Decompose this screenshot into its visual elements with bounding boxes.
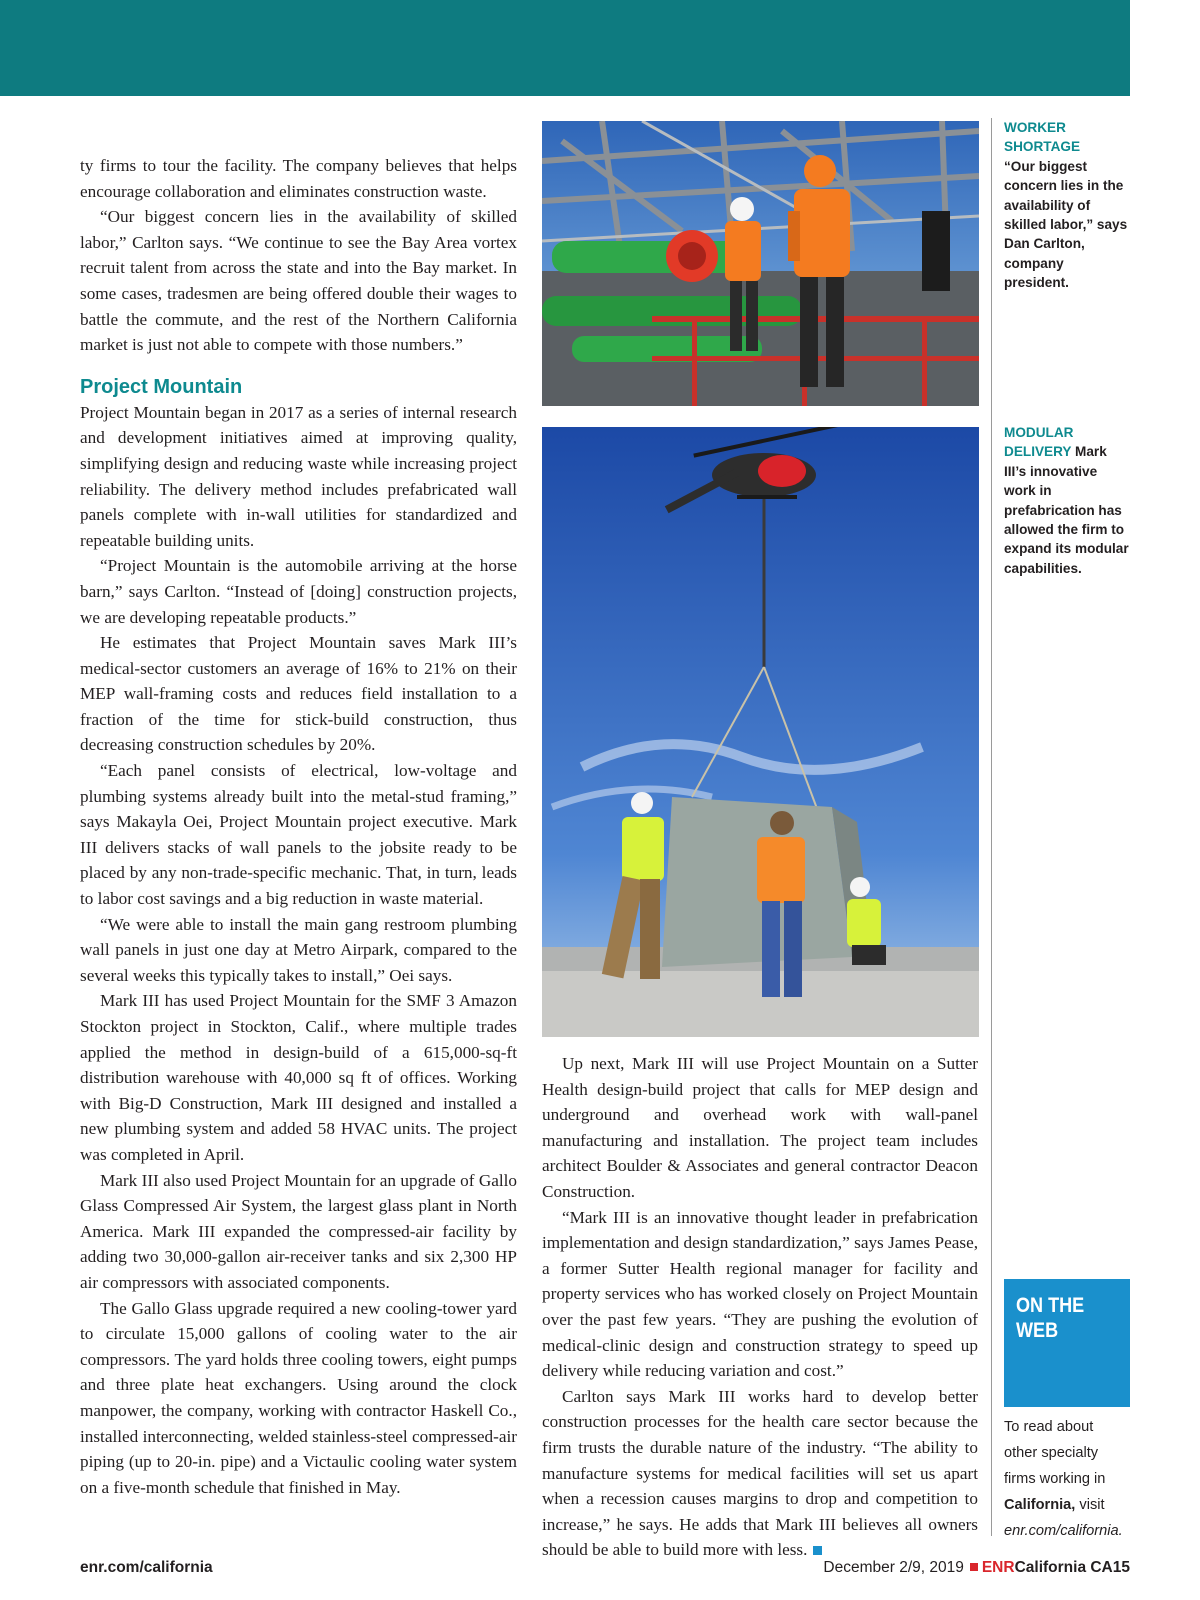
paragraph-text: Carlton says Mark III works hard to develop better construction processes for the health care sector because the firm trusts the durable nature of the industry. “The ability to manufacture systems for medical facilities will set us apart when a recession causes margins to drop and competition to increase,” he says. He adds that Mark III believes all owners should be able to build more with less.: [542, 1386, 978, 1560]
photo-workers-piping: [542, 121, 979, 406]
caption-label: WORKER SHORTAGE: [1004, 120, 1081, 155]
header-bar: [0, 0, 1130, 96]
otw-link[interactable]: enr.com/california.: [1004, 1523, 1123, 1539]
photo-helicopter-lift-image: [542, 427, 979, 1037]
paragraph: He estimates that Project Mountain saves Mark III’s medical-sector customers an average of 16% to 21% on their MEP wall-framing costs and reduces field installation to a fraction of the time for stick-build construction, thus decreasing construction schedules by 20%.: [80, 633, 517, 755]
footer-edition: California CA15: [1014, 1559, 1130, 1576]
photo-helicopter-lift: [542, 427, 979, 1037]
article-column-1: [80, 153, 517, 1500]
end-mark-icon: [813, 1546, 822, 1555]
photo-caption-2: [1004, 423, 1130, 578]
footer-enr: ENR: [981, 1559, 1015, 1576]
on-the-web-box: [1004, 1279, 1130, 1407]
paragraph: ty firms to tour the facility. The company believes that helps encourage collaboration and eliminates construction waste.: [80, 156, 517, 201]
caption-text: Mark III’s innovative work in prefabrication has allowed the firm to expand its modular capabilities.: [1004, 444, 1129, 576]
caption-text: “Our biggest concern lies in the availability of skilled labor,” says Dan Carlton, company president.: [1004, 158, 1128, 291]
paragraph: [542, 1384, 978, 1563]
red-square-icon: [970, 1563, 978, 1571]
paragraph: The Gallo Glass upgrade required a new cooling-tower yard to circulate 15,000 gallons of cooling water to the air compressors. The yard holds three cooling towers, eight pumps and three plate heat exchangers. Using around the clock manpower, the company, working with contractor Haskell Co., installed interconnecting, welded stainless-steel compressed-air piping (up to 20-in. pipe) and a Victaulic cooling water system on a five-month schedule that finished in May.: [80, 1298, 517, 1497]
paragraph: Mark III has used Project Mountain for the SMF 3 Amazon Stockton project in Stockton, Calif., where multiple trades applied the method in design-build of a 615,000-sq-ft distribution warehouse with 40,000 sq ft of offices. Working with Big-D Construction, Mark III designed and installed a new plumbing system and added 58 HVAC units. The project was completed in April.: [80, 991, 517, 1164]
article-column-2: [542, 1051, 978, 1563]
footer-date: December 2/9, 2019: [823, 1559, 964, 1576]
otw-text-pre: To read about other specialty firms working in: [1004, 1419, 1106, 1487]
photo-workers-piping-image: [542, 121, 979, 406]
paragraph: Project Mountain began in 2017 as a series of internal research and development initiatives aimed at improving quality, simplifying design and reducing waste while increasing project reliability. The delivery method includes prefabricated wall panels complete with in-wall utilities for standardized and repeatable building units.: [80, 402, 517, 550]
footer-url[interactable]: enr.com/california: [80, 1559, 213, 1576]
section-subhead: Project Mountain: [80, 375, 243, 398]
paragraph: “Project Mountain is the automobile arriving at the horse barn,” says Carlton. “Instead of [doing] construction projects, we are developing repeatable products.”: [80, 556, 517, 627]
on-the-web-text: [1004, 1414, 1130, 1544]
otw-text-bold: California,: [1004, 1497, 1076, 1513]
paragraph: “We were able to install the main gang restroom plumbing wall panels in just one day at Metro Airpark, compared to the several weeks this typically takes to install,” Oei says.: [80, 914, 517, 985]
paragraph: Up next, Mark III will use Project Mountain on a Sutter Health design-build project that calls for MEP design and underground and overhead work with wall-panel manufacturing and installation. The project team includes architect Boulder & Associates and general contractor Deacon Construction.: [542, 1054, 978, 1201]
sidebar-divider: [991, 118, 992, 1536]
otw-text-mid: visit: [1079, 1497, 1105, 1513]
caption-label: MODULAR DELIVERY: [1004, 425, 1074, 460]
on-the-web-title: ON THE WEB: [1016, 1294, 1085, 1342]
photo-caption-1: [1004, 118, 1130, 293]
paragraph: “Mark III is an innovative thought leader in prefabrication implementation and design standardization,” says James Pease, a former Sutter Health regional manager for facility and property services who has worked closely on Project Mountain over the past few years. “They are pushing the evolution of medical-clinic design and construction strategy to speed up delivery while reducing variation and cost.”: [542, 1207, 978, 1381]
paragraph: “Our biggest concern lies in the availability of skilled labor,” Carlton says. “We continue to see the Bay Area vortex recruit talent from across the state and into the Bay market. In some cases, tradesmen are being offered double their wages to battle the commute, and the rest of the Northern California market is just not able to compete with those numbers.”: [80, 207, 517, 355]
paragraph: “Each panel consists of electrical, low-voltage and plumbing systems already built into the metal-stud framing,” says Makayla Oei, Project Mountain project executive. Mark III delivers stacks of wall panels to the jobsite ready to be placed by any non-trade-specific mechanic. That, in turn, leads to labor cost savings and a big reduction in waste material.: [80, 761, 517, 909]
paragraph: Mark III also used Project Mountain for an upgrade of Gallo Glass Compressed Air System, the largest glass plant in North America. Mark III expanded the compressed-air facility by adding two 30,000-gallon air-receiver tanks and six 2,300 HP air compressors with associated components.: [80, 1170, 517, 1292]
footer-folio: [823, 1559, 1130, 1577]
